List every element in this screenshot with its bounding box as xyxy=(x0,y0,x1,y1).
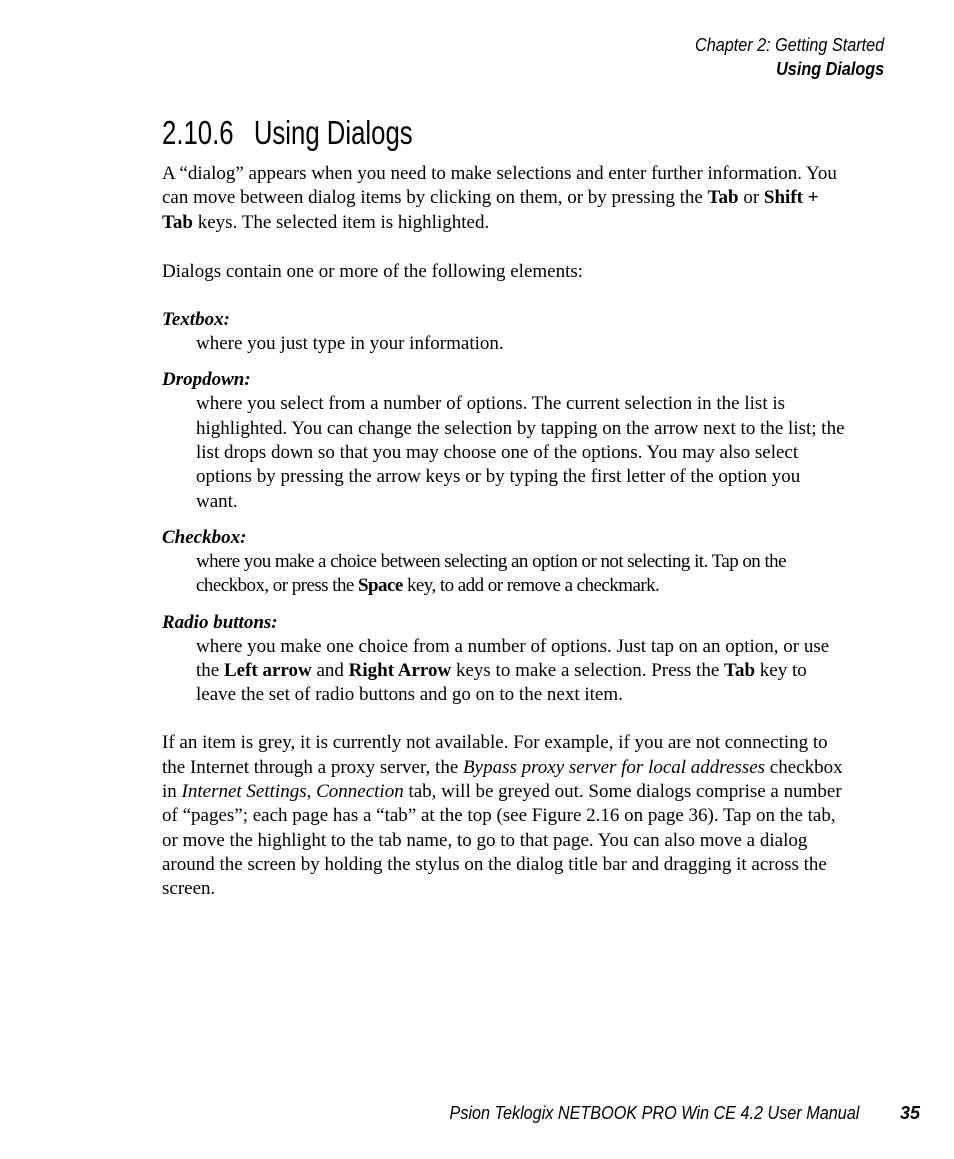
intro-text: A “dialog” appears when you need to make selections and enter further information. You can move between dialog items by clicking on them, or by pressing the xyxy=(162,163,837,209)
connection-tab-name: Connection xyxy=(316,781,404,803)
def-text: where you make a choice between selecting an option or not selecting it. Tap on the checkbox, or press the xyxy=(196,550,787,597)
bypass-proxy-setting: Bypass proxy server for local addresses xyxy=(463,756,766,778)
closing-text: If an item is grey, it is currently not available. For example, if you are not connecting to the Internet through a proxy server, the xyxy=(162,732,828,778)
elements-intro: Dialogs contain one or more of the following elements: xyxy=(162,260,584,282)
term-dropdown: Dropdown: xyxy=(162,369,251,391)
section-number: 2.10.6 xyxy=(162,114,234,151)
page-content xyxy=(162,110,846,902)
intro-text: keys. The selected item is highlighted. xyxy=(193,211,490,233)
def-text: key, to add or remove a checkmark. xyxy=(402,575,660,597)
intro-paragraph xyxy=(162,162,846,235)
def-radio-buttons xyxy=(196,635,846,708)
key-space: Space xyxy=(358,575,403,597)
def-checkbox xyxy=(196,550,846,599)
closing-paragraph xyxy=(162,731,846,901)
term-checkbox: Checkbox: xyxy=(162,526,247,548)
key-right-arrow: Right Arrow xyxy=(348,659,452,681)
def-text: and xyxy=(311,659,349,681)
manual-title: Psion Teklogix NETBOOK PRO Win CE 4.2 User Manual xyxy=(449,1103,859,1123)
def-textbox: where you just type in your information. xyxy=(196,333,504,355)
term-textbox: Textbox: xyxy=(162,309,230,331)
key-tab: Tab xyxy=(707,187,739,209)
intro-text: or xyxy=(738,187,764,209)
page-number: 35 xyxy=(899,1103,920,1123)
section-title: Using Dialogs xyxy=(253,114,413,151)
key-tab: Tab xyxy=(724,659,756,681)
closing-text: , xyxy=(306,781,317,803)
term-radio-buttons: Radio buttons: xyxy=(162,611,278,633)
def-dropdown: where you select from a number of options. The current selection in the list is highlighted. You can change the selection by tapping on the arrow next to the list; the list drops down so that you may choose one of the options. You may also select options by pressing the arrow keys or by typing the first letter of the option you want. xyxy=(196,393,845,512)
internet-settings-name: Internet Settings xyxy=(181,781,307,803)
closing-text: checkbox in xyxy=(162,756,843,803)
def-text: where you make one choice from a number of options. Just tap on an option, or use the xyxy=(196,635,830,681)
section-running-title: Using Dialogs xyxy=(775,59,884,79)
key-shift-tab: Shift + Tab xyxy=(162,187,819,233)
section-heading xyxy=(162,110,696,156)
def-text: keys to make a selection. Press the xyxy=(451,659,725,681)
chapter-title: Chapter 2: Getting Started xyxy=(694,35,884,55)
def-text: key to leave the set of radio buttons and go on to the next item. xyxy=(196,659,807,706)
key-left-arrow: Left arrow xyxy=(223,659,312,681)
closing-text: tab, will be greyed out. Some dialogs comprise a number of “pages”; each page has a “tab” at the top (see Figure 2.16 on page 36). Tap on the tab, or move the highlight to the tab name, to go to that page. You can also move a dialog around the screen by holding the stylus on the dialog title bar and dragging it across the screen. xyxy=(162,781,842,900)
running-header xyxy=(695,33,884,81)
